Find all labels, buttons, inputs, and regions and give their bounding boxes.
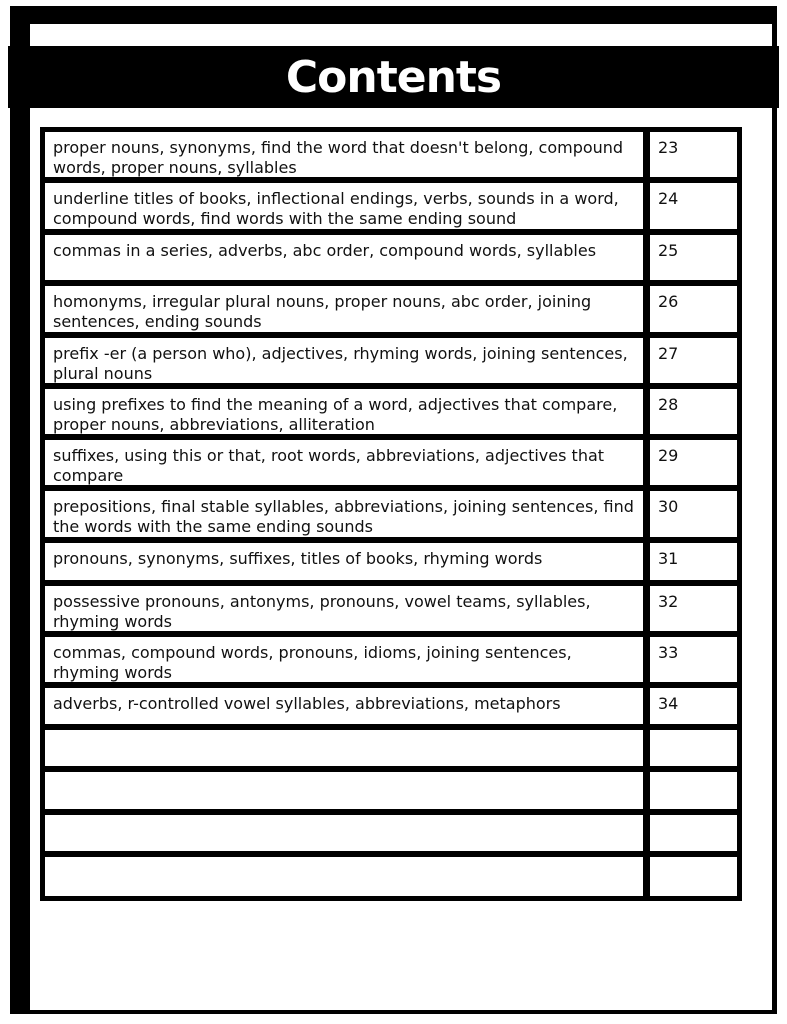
page-number-cell: 34 (650, 688, 737, 724)
page-number-cell: 30 (650, 491, 737, 537)
page-number-cell: 29 (650, 440, 737, 485)
topic-cell: pronouns, synonyms, suffixes, titles of books, rhyming words (45, 543, 643, 580)
topic-cell: prepositions, final stable syllables, abbreviations, joining sentences, find the words with the same ending sounds (45, 491, 643, 537)
table-row (45, 543, 737, 580)
page-number-cell: 25 (650, 235, 737, 280)
topic-cell: prefix -er (a person who), adjectives, rhyming words, joining sentences, plural nouns (45, 338, 643, 383)
page-number-cell: 26 (650, 286, 737, 332)
topic-cell: underline titles of books, inflectional endings, verbs, sounds in a word, compound words, find words with the same ending sound (45, 183, 643, 229)
table-row (45, 491, 737, 537)
topic-cell: homonyms, irregular plural nouns, proper nouns, abc order, joining sentences, ending sounds (45, 286, 643, 332)
topic-cell: possessive pronouns, antonyms, pronouns, vowel teams, syllables, rhyming words (45, 586, 643, 631)
page-number-cell: 24 (650, 183, 737, 229)
topic-cell (45, 730, 643, 766)
table-row (45, 286, 737, 332)
page-title: Contents (285, 51, 502, 103)
table-row (45, 730, 737, 766)
topic-cell (45, 857, 643, 896)
table-row (45, 857, 737, 896)
topic-cell: adverbs, r-controlled vowel syllables, abbreviations, metaphors (45, 688, 643, 724)
page-number-cell: 27 (650, 338, 737, 383)
topic-cell: proper nouns, synonyms, find the word that doesn't belong, compound words, proper nouns, syllables (45, 132, 643, 177)
table-row (45, 235, 737, 280)
topic-cell: commas, compound words, pronouns, idioms, joining sentences, rhyming words (45, 637, 643, 682)
table-row (45, 132, 737, 177)
table-row (45, 772, 737, 809)
page-number-cell (650, 857, 737, 896)
page-number-cell (650, 772, 737, 809)
topic-cell: using prefixes to find the meaning of a word, adjectives that compare, proper nouns, abbreviations, alliteration (45, 389, 643, 434)
page-number-cell: 23 (650, 132, 737, 177)
title-band (8, 46, 779, 108)
topic-cell (45, 772, 643, 809)
table-row (45, 586, 737, 631)
topic-cell: commas in a series, adverbs, abc order, compound words, syllables (45, 235, 643, 280)
table-row (45, 637, 737, 682)
contents-table (40, 127, 742, 901)
page-number-cell (650, 815, 737, 851)
table-row (45, 338, 737, 383)
table-row (45, 389, 737, 434)
table-row (45, 440, 737, 485)
table-row (45, 815, 737, 851)
topic-cell: suffixes, using this or that, root words, abbreviations, adjectives that compare (45, 440, 643, 485)
page-number-cell: 31 (650, 543, 737, 580)
page-number-cell: 32 (650, 586, 737, 631)
page-number-cell (650, 730, 737, 766)
table-row (45, 183, 737, 229)
page-number-cell: 28 (650, 389, 737, 434)
table-row (45, 688, 737, 724)
page-number-cell: 33 (650, 637, 737, 682)
topic-cell (45, 815, 643, 851)
